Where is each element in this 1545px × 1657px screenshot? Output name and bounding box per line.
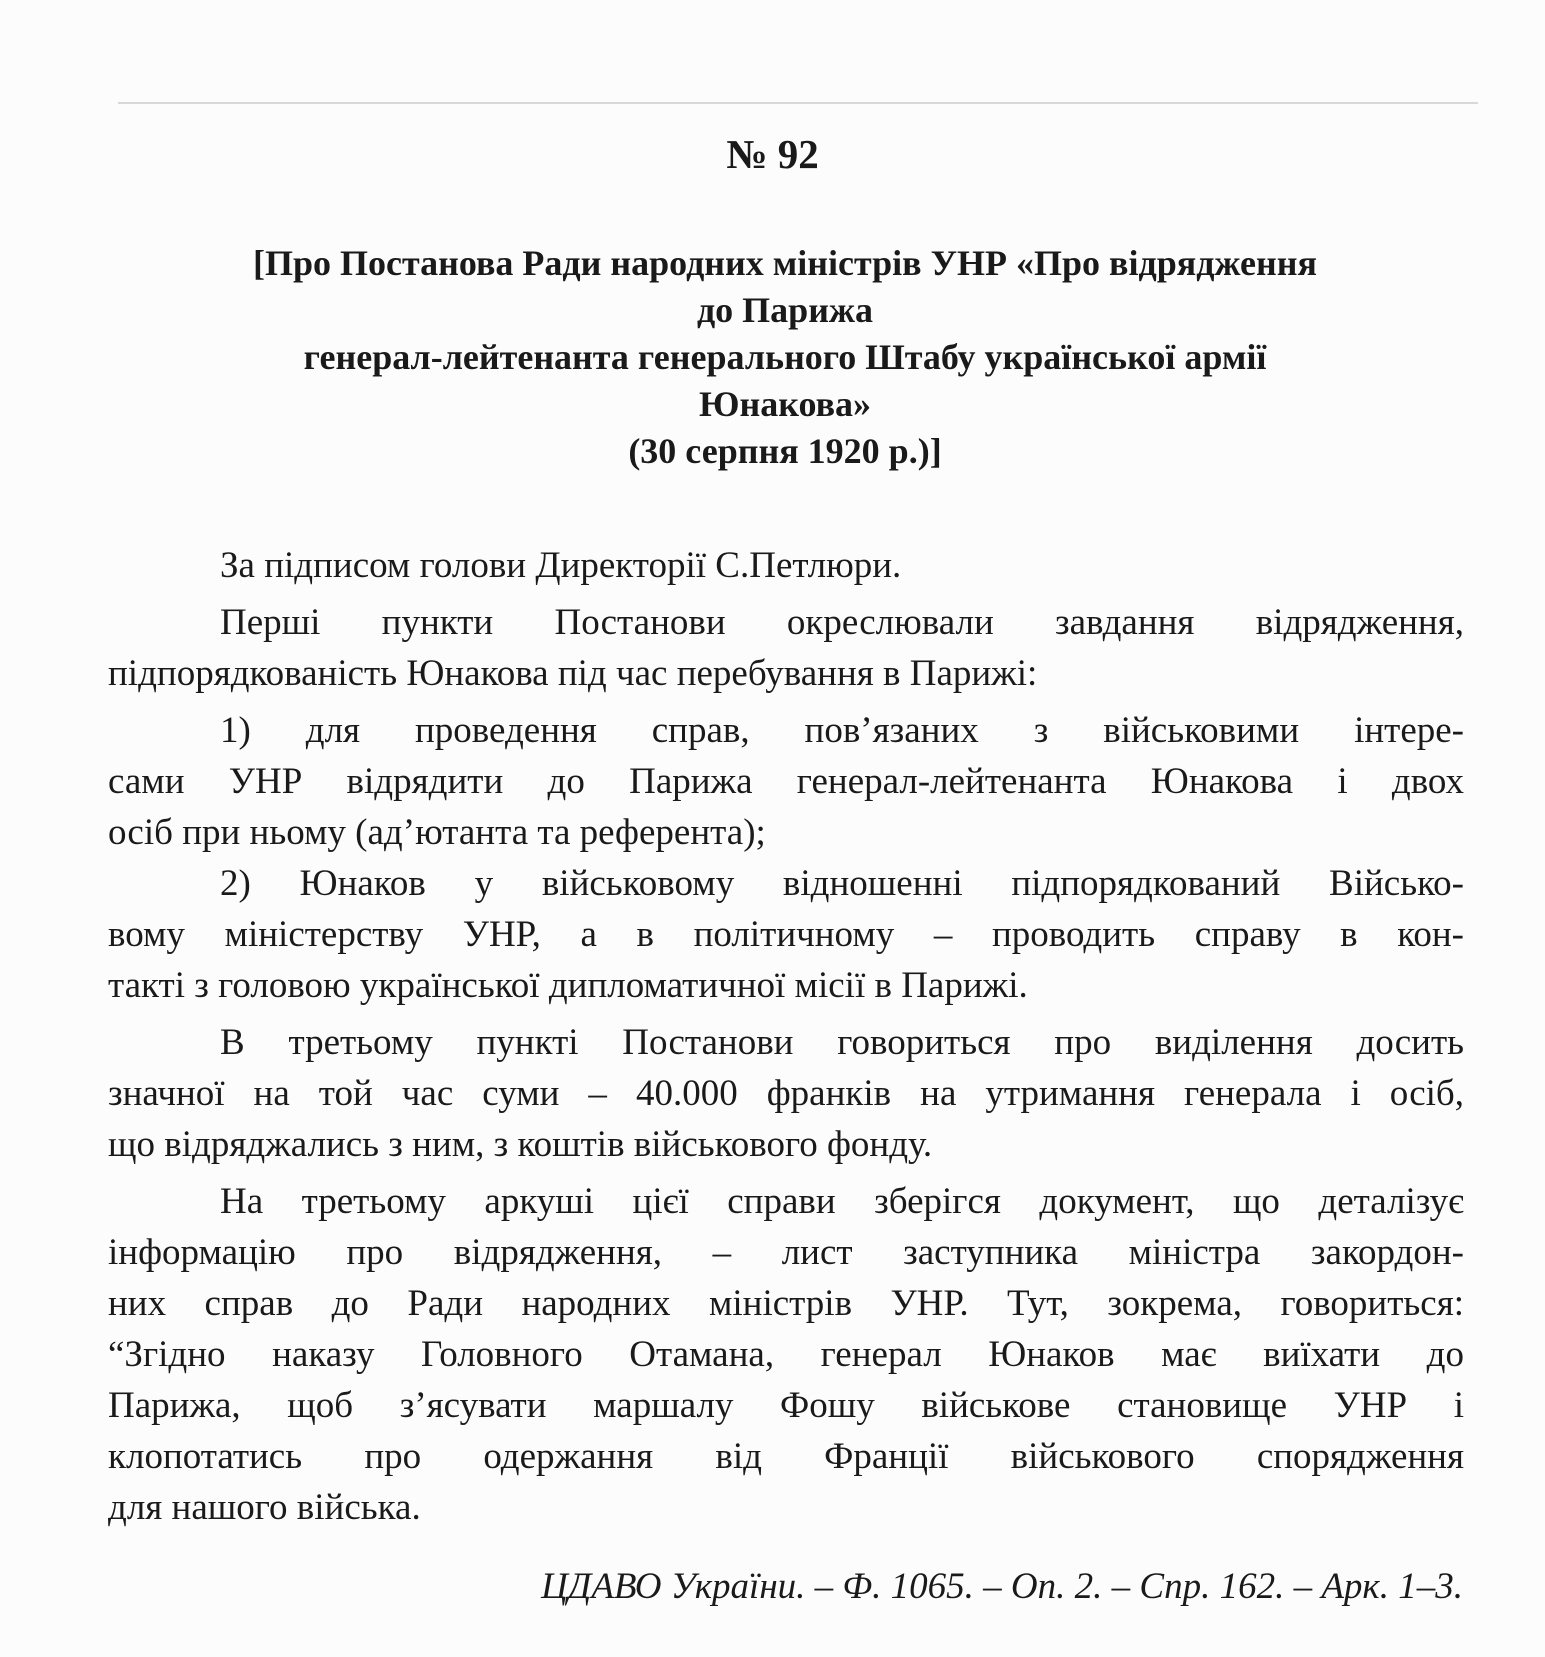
paragraph (108, 705, 1464, 858)
paragraph (108, 540, 1464, 591)
text-line: клопотатись про одержання від Франції військового спорядження (108, 1436, 1464, 1477)
heading-line: [Про Постанова Ради народних міністрів УНР «Про відрядження (253, 243, 1317, 283)
text-line: На третьому аркуші цієї справи зберігся документ, що деталізує (220, 1181, 1464, 1222)
heading-line: генерал-лейтенанта генерального Штабу української армії (303, 337, 1267, 377)
text-line: підпорядкованість Юнакова під час перебування в Парижі: (108, 653, 1038, 694)
archival-source-reference: ЦДАВО України. – Ф. 1065. – Оп. 2. – Спр. 162. – Арк. 1–3. (541, 1566, 1463, 1607)
text-line: вому міністерству УНР, а в політичному – проводить справу в кон- (108, 914, 1464, 955)
text-line: “Згідно наказу Головного Отамана, генерал Юнаков має виїхати до (108, 1334, 1464, 1375)
text-line: осіб при ньому (ад’ютанта та референта); (108, 812, 766, 853)
document-number: № 92 (726, 131, 819, 177)
text-line: що відряджались з ним, з коштів військового фонду. (108, 1124, 933, 1165)
text-line: Перші пункти Постанови окреслювали завдання відрядження, (220, 602, 1464, 643)
paragraph (108, 858, 1464, 1011)
text-line: Парижа, щоб з’ясувати маршалу Фошу військове становище УНР і (108, 1385, 1464, 1426)
document-body (108, 540, 1464, 1533)
top-rule (118, 102, 1478, 104)
text-line: 2) Юнаков у військовому відношенні підпорядкований Військо- (220, 863, 1464, 904)
text-line: За підписом голови Директорії С.Петлюри. (220, 545, 902, 586)
text-line: значної на той час суми – 40.000 франків на утримання генерала і осіб, (108, 1073, 1464, 1114)
paragraph (108, 1017, 1464, 1170)
document-heading (110, 240, 1460, 475)
text-line: такті з головою української дипломатичної місії в Парижі. (108, 965, 1028, 1006)
text-line: інформацію про відрядження, – лист заступника міністра закордон- (108, 1232, 1464, 1273)
paragraph (108, 1176, 1464, 1533)
heading-line: Юнакова» (698, 384, 872, 424)
text-line: В третьому пункті Постанови говориться про виділення досить (220, 1022, 1464, 1063)
heading-line: (30 серпня 1920 р.)] (628, 431, 942, 471)
text-line: 1) для проведення справ, пов’язаних з військовими інтере- (220, 710, 1464, 751)
text-line: для нашого війська. (108, 1487, 421, 1528)
text-line: сами УНР відрядити до Парижа генерал-лейтенанта Юнакова і двох (108, 761, 1464, 802)
paragraph (108, 597, 1464, 699)
text-line: них справ до Ради народних міністрів УНР. Тут, зокрема, говориться: (108, 1283, 1464, 1324)
heading-line: до Парижа (696, 290, 874, 330)
